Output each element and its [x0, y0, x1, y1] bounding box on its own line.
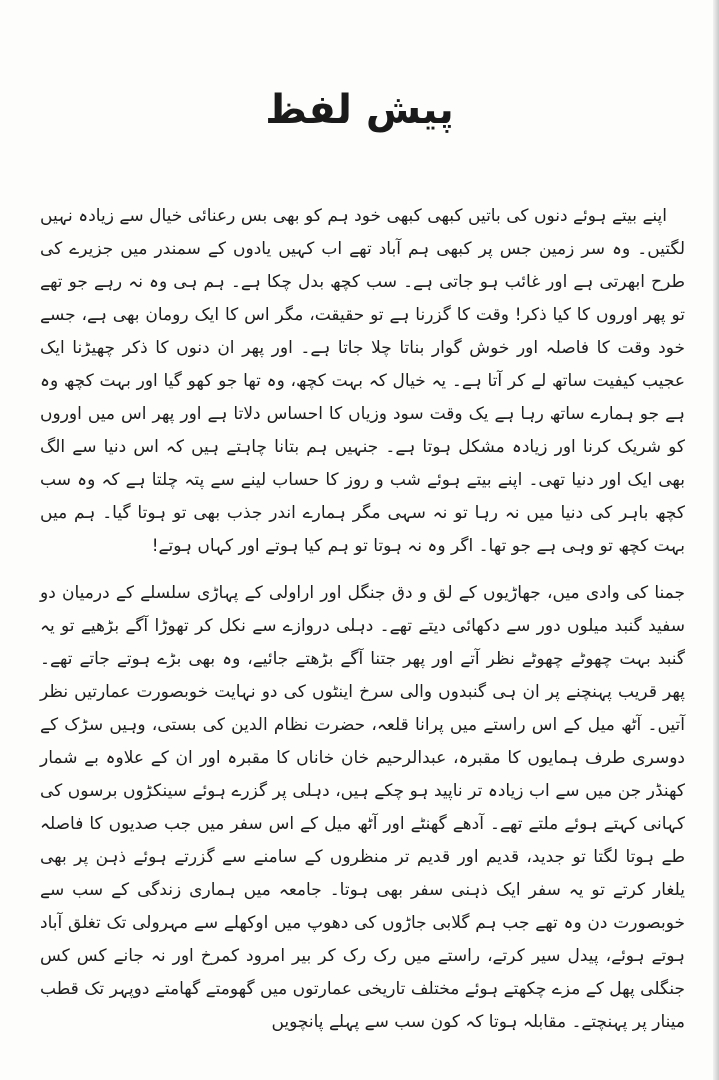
body-text	[40, 200, 685, 1039]
page-edge-shadow	[713, 0, 719, 1080]
paragraph-1-text: اپنے بیتے ہوئے دنوں کی باتیں کبھی کبھی خود ہم کو بھی بس رعنائی خیال سے زیادہ نہیں لگتیں۔ وہ سر زمین جس پر کبھی ہم آباد تھے اب کہیں یادوں کے سمندر میں جزیرے کی طرح ابھرتی ہے اور غائب ہو جاتی ہے۔ سب کچھ بدل چکا ہے۔ ہم ہی وہ نہ رہے جو تھے تو پھر اوروں کا کیا ذکر! وقت کا گزرنا ہے تو حقیقت، مگر اس کا ایک رومان بھی ہے، جسے خود وقت کا فاصلہ اور خوش گوار بناتا چلا جاتا ہے۔ اور پھر ان دنوں کا ذکر چھیڑنا ایک عجیب کیفیت ساتھ لے کر آتا ہے۔ یہ خیال کہ بہت کچھ، وہ تھا جو کھو گیا اور بہت کچھ وہ ہے جو ہمارے ساتھ رہا ہے یک وقت سود وزیاں کا احساس دلاتا ہے اور پھر اس میں اوروں کو شریک کرنا اور زیادہ مشکل ہوتا ہے۔ جنہیں ہم بتانا چاہتے ہیں کہ اس دنیا سے الگ بھی ایک اور دنیا تھی۔ اپنے بیتے ہوئے شب و روز کا حساب لینے سے پتہ چلتا ہے کہ وہ سب کچھ باہر کی دنیا میں نہ رہا تو نہ سہی مگر ہمارے اندر جذب بھی تو ہوتا گیا۔ ہم میں بہت کچھ تو وہی ہے جو تھا۔ اگر وہ نہ ہوتا تو ہم کیا ہوتے اور کہاں ہوتے!	[40, 206, 685, 556]
paragraph-2-text: جمنا کی وادی میں، جھاڑیوں کے لق و دق جنگل اور اراولی کے پہاڑی سلسلے کے درمیان دو سفید گنبد میلوں دور سے دکھائی دیتے تھے۔ دہلی دروازے سے نکل کر تھوڑا آگے بڑھیے تو یہ گنبد بہت چھوٹے چھوٹے نظر آتے اور پھر جتنا آگے بڑھتے جائیے، وہ بھی بڑے ہوتے جاتے تھے۔ پھر قریب پہنچنے پر ان ہی گنبدوں والی سرخ اینٹوں کی دو نہایت خوبصورت عمارتیں نظر آتیں۔ آٹھ میل کے اس راستے میں پرانا قلعہ، حضرت نظام الدین کی بستی، وہیں سڑک کے دوسری طرف ہمایوں کا مقبرہ، عبدالرحیم خان خاناں کا مقبرہ اور ان کے علاوہ بے شمار کھنڈر جن میں سے اب زیادہ تر ناپید ہو چکے ہیں، دہلی پر گزرے ہوئے سینکڑوں برسوں کی کہانی کہتے ہوئے ملتے تھے۔ آدھے گھنٹے اور آٹھ میل کے اس سفر میں جب صدیوں کا فاصلہ طے ہوتا لگتا تو جدید، قدیم اور قدیم تر منظروں کے سامنے سے گزرتے ہوئے ذہن پر بھی یلغار کرتے تو یہ سفر ایک ذہنی سفر بھی ہوتا۔ جامعہ میں ہماری زندگی کے سب سے خوبصورت دن وہ تھے جب ہم گلابی جاڑوں کی دھوپ میں اوکھلے سے مہرولی تک تغلق آباد ہوتے ہوئے، پیدل سیر کرتے، راستے میں رک رک کر بیر امرود کمرخ اور نہ جانے کس کس جنگلی پھل کے مزے چکھتے ہوئے مختلف تاریخی عمارتوں میں گھومتے گھامتے دوپہر تک قطب مینار پر پہنچتے۔ مقابلہ ہوتا کہ کون سب سے پہلے پانچویں	[40, 583, 685, 1032]
paragraph-2	[40, 577, 685, 1039]
paragraph-1	[40, 200, 685, 563]
page-title: پیش لفظ	[265, 87, 454, 133]
